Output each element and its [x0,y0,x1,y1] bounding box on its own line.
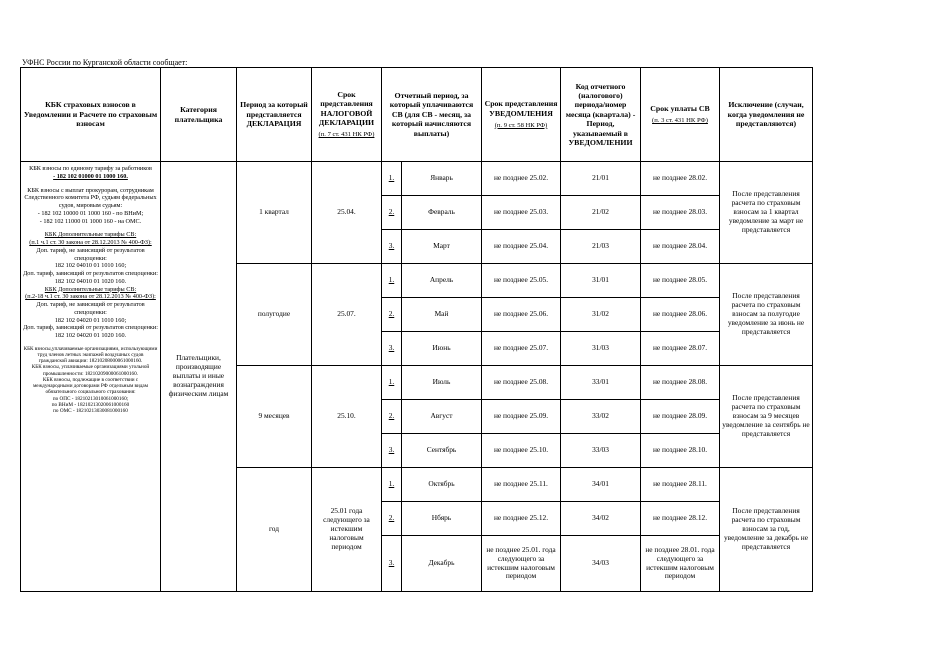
kbk-additional-ref-1: (п.1 ч.1 ст. 30 закона от 28.12.2013 № 400-ФЗ): [29,239,152,246]
month-name: Апрель [402,264,482,298]
kbk-coal: КБК взносы, уплачиваемые организациями угольной промышленности: 18210209000061000160. [31,364,150,377]
kbk-international: КБК взносы, подлежащие в соответствии с международными договорами РФ отдельным видам обязательного социального страхования: [33,376,148,396]
payment-deadline: не позднее 28.04. [641,230,720,264]
month-number: 2. [382,502,402,536]
month-number: 3. [382,332,402,366]
month-number: 2. [382,400,402,434]
period-code: 33/01 [561,366,641,400]
month-name: Июль [402,366,482,400]
declaration-deadline: 25.10. [312,366,382,468]
kbk-additional-title-2: КБК Дополнительные тарифы СВ: [44,285,137,293]
kbk-additional-line-2b: Доп. тариф, зависящий от результатов спецоценки: [23,324,158,332]
month-number: 1. [382,162,402,196]
payment-deadline: не позднее 28.09. [641,400,720,434]
category-cell: Плательщики, производящие выплаты и иные вознаграждения физическим лицам [161,162,237,592]
notice-deadline: не позднее 25.12. [482,502,561,536]
period-code: 21/02 [561,196,641,230]
payment-deadline: не позднее 28.05. [641,264,720,298]
table-row [21,162,813,196]
notice-deadline: не позднее 25.07. [482,332,561,366]
header-reporting-period: Отчетный период, за который уплачиваются СВ (для СВ - месяц, за который начисляются выплаты) [382,68,482,162]
month-name: Декабрь [402,536,482,592]
period-code: 33/03 [561,434,641,468]
period-code: 21/03 [561,230,641,264]
header-code: Код отчетного (налогового) периода/номер месяца (квартала) - Период, указываемый в УВЕДОМЛЕНИИ [561,68,641,162]
kbk-prosecutors-code-oms: - 182 102 11000 01 1000 160 - на ОМС. [39,217,142,225]
payment-deadline: не позднее 28.03. [641,196,720,230]
exception-note: После представления расчета по страховым взносам за полугодие уведомление за июнь не представляется [720,264,813,366]
payment-deadline: не позднее 28.08. [641,366,720,400]
kbk-unified-label: КБК взносы по единому тарифу за работников [29,165,152,172]
kbk-international-ops: по ОПС - 18210213010061000160; [52,395,129,402]
kbk-additional-ref-2: (п.2-18 ч.1 ст. 30 закона от 28.12.2013 № 400-ФЗ): [25,293,156,301]
kbk-additional-code-1a: 182 102 04010 01 1010 160; [54,262,127,270]
notice-deadline: не позднее 25.05. [482,264,561,298]
notice-deadline: не позднее 25.08. [482,366,561,400]
period-code: 34/01 [561,468,641,502]
notice-deadline: не позднее 25.06. [482,298,561,332]
month-number: 1. [382,468,402,502]
header-deadline-notice-note: (п. 9 ст. 58 НК РФ) [494,121,548,129]
deadlines-table [20,67,813,592]
kbk-additional-code-1b: 182 102 04010 01 1020 160. [54,277,127,285]
header-category: Категория плательщика [161,68,237,162]
header-deadline-declaration [312,68,382,162]
header-deadline-declaration-note: (п. 7 ст. 431 НК РФ) [318,131,375,139]
notice-deadline: не позднее 25.09. [482,400,561,434]
month-number: 1. [382,366,402,400]
month-name: Февраль [402,196,482,230]
month-number: 2. [382,298,402,332]
header-deadline-declaration-text: Срок представления НАЛОГОВОЙ ДЕКЛАРАЦИИ [318,89,375,127]
period-label: 9 месяцев [237,366,312,468]
month-name: Март [402,230,482,264]
notice-deadline: не позднее 25.10. [482,434,561,468]
notice-deadline: не позднее 25.01. года следующего за истекшим налоговым периодом [482,536,561,592]
header-exception: Исключение (случаи, когда уведомления не представляются) [720,68,813,162]
period-code: 34/03 [561,536,641,592]
period-label: год [237,468,312,592]
period-code: 21/01 [561,162,641,196]
month-number: 3. [382,230,402,264]
kbk-prosecutors-code-vnim: - 182 102 10000 01 1000 160 - по ВНиМ; [37,209,144,217]
kbk-additional-code-2a: 182 102 04020 01 1010 160; [54,316,127,324]
notice-deadline: не позднее 25.02. [482,162,561,196]
period-code: 33/02 [561,400,641,434]
header-kbk: КБК страховых взносов в Уведомлении и Расчете по страховым взносам [21,68,161,162]
exception-note: После представления расчета по страховым взносам за 1 квартал уведомление за март не представляется [720,162,813,264]
period-code: 34/02 [561,502,641,536]
month-number: 3. [382,536,402,592]
month-number: 2. [382,196,402,230]
header-deadline-notice [482,68,561,162]
declaration-deadline: 25.07. [312,264,382,366]
kbk-list-cell [21,162,161,592]
notice-deadline: не позднее 25.03. [482,196,561,230]
month-name: Сентябрь [402,434,482,468]
payment-deadline: не позднее 28.07. [641,332,720,366]
kbk-additional-line-2a: Доп. тариф, не зависящий от результатов спецоценки: [36,301,145,316]
payment-deadline: не позднее 28.06. [641,298,720,332]
month-name: Октябрь [402,468,482,502]
period-label: полугодие [237,264,312,366]
notice-deadline: не позднее 25.04. [482,230,561,264]
period-label: 1 квартал [237,162,312,264]
kbk-aviation: КБК взносы,уплачиваемые организациями, использующими труд членов летных экипажей воздушных судов гражданской авиации: 18210208000061000160. [23,345,158,365]
intro-text: УФНС России по Курганской области сообщает: [22,58,188,67]
month-number: 3. [382,434,402,468]
header-payment-note: (п. 3 ст. 431 НК РФ) [652,117,708,125]
month-name: Нбярь [402,502,482,536]
month-number: 1. [382,264,402,298]
month-name: Июнь [402,332,482,366]
declaration-deadline: 25.04. [312,162,382,264]
period-code: 31/03 [561,332,641,366]
kbk-prosecutors-label: КБК взносы с выплат прокурорам, сотрудникам Следственного комитета РФ, судьям федеральных судов, мировым судьям: [24,186,157,209]
month-name: Август [402,400,482,434]
header-payment [641,68,720,162]
kbk-international-vnim: по ВНиМ - 18210213020061000160 [51,401,130,408]
payment-deadline: не позднее 28.11. [641,468,720,502]
header-row [21,68,813,162]
month-name: Январь [402,162,482,196]
payment-deadline: не позднее 28.12. [641,502,720,536]
payment-deadline: не позднее 28.01. года следующего за истекшим налоговым периодом [641,536,720,592]
kbk-additional-title-1: КБК Дополнительные тарифы СВ: [44,231,137,239]
kbk-international-oms: по ОМС - 18210213030081000160 [53,408,128,415]
kbk-additional-code-2b: 182 102 04020 01 1020 160. [54,332,127,339]
kbk-additional-line-1b: Доп. тариф, зависящий от результатов спецоценки: [23,270,158,277]
declaration-deadline: 25.01 года следующего за истекшим налоговым периодом [312,468,382,592]
header-payment-text: Срок уплаты СВ [650,103,710,113]
header-period: Период за который представляется ДЕКЛАРАЦИЯ [237,68,312,162]
exception-note: После представления расчета по страховым взносам за 9 месяцев уведомление за сентябрь не представляется [720,366,813,468]
payment-deadline: не позднее 28.02. [641,162,720,196]
kbk-additional-line-1a: Доп. тариф, не зависящий от результатов спецоценки: [36,246,145,262]
period-code: 31/02 [561,298,641,332]
notice-deadline: не позднее 25.11. [482,468,561,502]
payment-deadline: не позднее 28.10. [641,434,720,468]
month-name: Май [402,298,482,332]
period-code: 31/01 [561,264,641,298]
kbk-unified-code: - 182 102 01000 01 1000 160. [53,172,128,180]
header-deadline-notice-text: Срок представления УВЕДОМЛЕНИЯ [484,99,558,118]
exception-note: После представления расчета по страховым взносам за год, уведомление за декабрь не представляется [720,468,813,592]
